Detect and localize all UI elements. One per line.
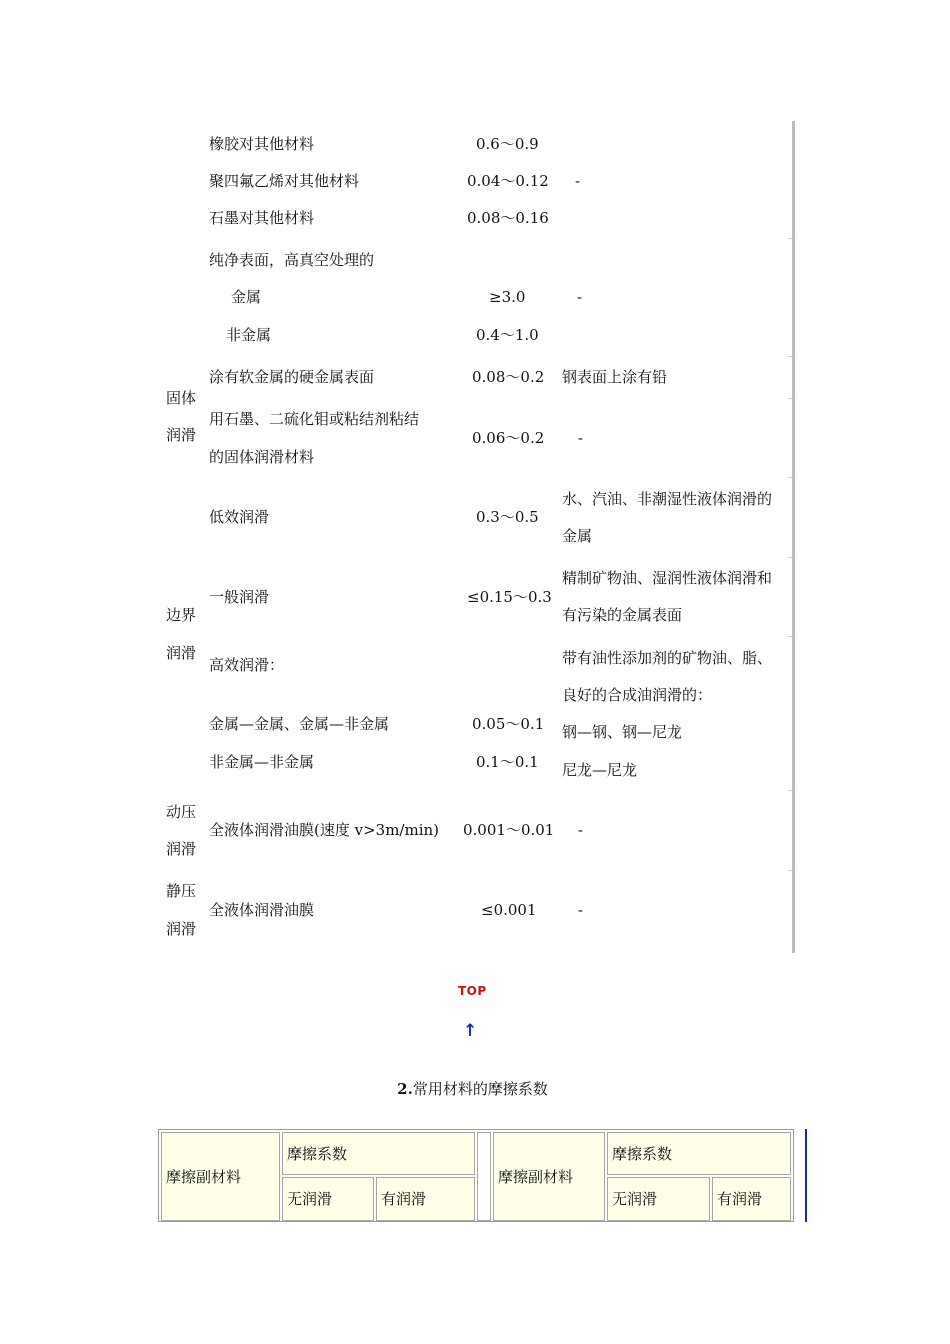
friction-value: 0.3～0.5 (476, 508, 539, 526)
friction-value: 0.1～0.1 (476, 753, 539, 771)
table-right-edge (805, 1129, 807, 1222)
header-pair-left (161, 1132, 280, 1221)
row-divider (788, 870, 793, 871)
table-right-border (792, 121, 795, 953)
header-lube-right (712, 1177, 791, 1221)
friction-note: 钢—钢、钢—尼龙 (562, 723, 683, 741)
friction-item: 全液体润滑油膜 (209, 901, 315, 919)
friction-note: 良好的合成油润滑的： (562, 686, 713, 704)
row-divider (788, 477, 793, 478)
lubrication-category: 固体 (166, 389, 197, 407)
friction-note: - (578, 821, 584, 839)
lubrication-category: 边界 (166, 606, 197, 624)
section-title (0, 1079, 945, 1099)
header-no-lube-right (607, 1177, 710, 1221)
header-lube-left (376, 1177, 475, 1221)
friction-value: ≤0.15～0.3 (467, 588, 552, 606)
header-pair-label: 摩擦副材料 (166, 1167, 242, 1186)
friction-note: - (577, 288, 583, 306)
header-pair-right (493, 1132, 605, 1221)
section-number: 2. (397, 1080, 413, 1098)
friction-item: 非金属 (226, 326, 272, 344)
lubrication-category: 润滑 (166, 840, 197, 858)
friction-item: 金属 (231, 288, 262, 306)
header-pair-label: 摩擦副材料 (498, 1167, 574, 1186)
row-divider (788, 238, 793, 239)
friction-item: 聚四氟乙烯对其他材料 (209, 172, 360, 190)
friction-note: 带有油性添加剂的矿物油、脂、 (562, 649, 773, 667)
friction-note: 精制矿物油、湿润性液体润滑和 (562, 569, 773, 587)
friction-item: 用石墨、二硫化钼或粘结剂粘结 (209, 410, 420, 428)
friction-note: 钢表面上涂有铅 (562, 368, 668, 386)
friction-note: - (578, 901, 584, 919)
lubrication-category: 静压 (166, 882, 197, 900)
top-link[interactable]: TOP (458, 984, 487, 998)
friction-value: 0.001～0.01 (463, 821, 555, 839)
lubrication-category: 润滑 (166, 426, 197, 444)
friction-item: 高效润滑： (209, 656, 285, 674)
row-divider (788, 557, 793, 558)
material-friction-table (158, 1129, 794, 1222)
friction-note: 尼龙—尼龙 (562, 761, 638, 779)
header-lube-label: 有润滑 (381, 1190, 427, 1208)
friction-item: 的固体润滑材料 (209, 448, 315, 466)
friction-value: 0.08～0.16 (467, 209, 549, 227)
friction-value: ≤0.001 (481, 901, 537, 919)
row-divider (788, 398, 793, 399)
friction-item: 非金属—非金属 (209, 753, 315, 771)
friction-note: 金属 (562, 527, 593, 545)
header-no-lube-label: 无润滑 (612, 1190, 658, 1208)
row-divider (788, 636, 793, 637)
header-coef-label: 摩擦系数 (612, 1144, 673, 1163)
row-divider (788, 790, 793, 791)
friction-item: 涂有软金属的硬金属表面 (209, 368, 375, 386)
friction-value: 0.4～1.0 (476, 326, 539, 344)
friction-value: ≥3.0 (489, 288, 526, 306)
friction-item: 低效润滑 (209, 508, 270, 526)
row-divider (788, 356, 793, 357)
friction-item: 金属—金属、金属—非金属 (209, 715, 390, 733)
table-spacer-column (477, 1132, 491, 1221)
friction-note: 有污染的金属表面 (562, 606, 683, 624)
friction-note: - (575, 172, 581, 190)
header-lube-label: 有润滑 (717, 1190, 763, 1208)
friction-item: 全液体润滑油膜(速度 v>3m/min) (209, 821, 440, 839)
friction-value: 0.08～0.2 (472, 368, 545, 386)
friction-item: 纯净表面，高真空处理的 (209, 251, 375, 269)
lubrication-category: 动压 (166, 803, 197, 821)
header-no-lube-label: 无润滑 (287, 1190, 333, 1208)
lubrication-category: 润滑 (166, 644, 197, 662)
friction-value: 0.6～0.9 (476, 135, 539, 153)
friction-value: 0.06～0.2 (472, 429, 545, 447)
friction-item: 石墨对其他材料 (209, 209, 315, 227)
lubrication-category: 润滑 (166, 920, 197, 938)
friction-value: 0.05～0.1 (472, 715, 545, 733)
section-title-text: 常用材料的摩擦系数 (412, 1080, 548, 1098)
friction-note: - (578, 429, 584, 447)
friction-note: 水、汽油、非潮湿性液体润滑的 (562, 490, 773, 508)
friction-value: 0.04～0.12 (467, 172, 549, 190)
header-coef-right (607, 1132, 791, 1175)
friction-item: 橡胶对其他材料 (209, 135, 315, 153)
header-coef-label: 摩擦系数 (287, 1144, 348, 1163)
header-coef-left (282, 1132, 475, 1175)
up-arrow-icon[interactable]: ↑ (463, 1021, 478, 1041)
friction-item: 一般润滑 (209, 588, 270, 606)
header-no-lube-left (282, 1177, 374, 1221)
